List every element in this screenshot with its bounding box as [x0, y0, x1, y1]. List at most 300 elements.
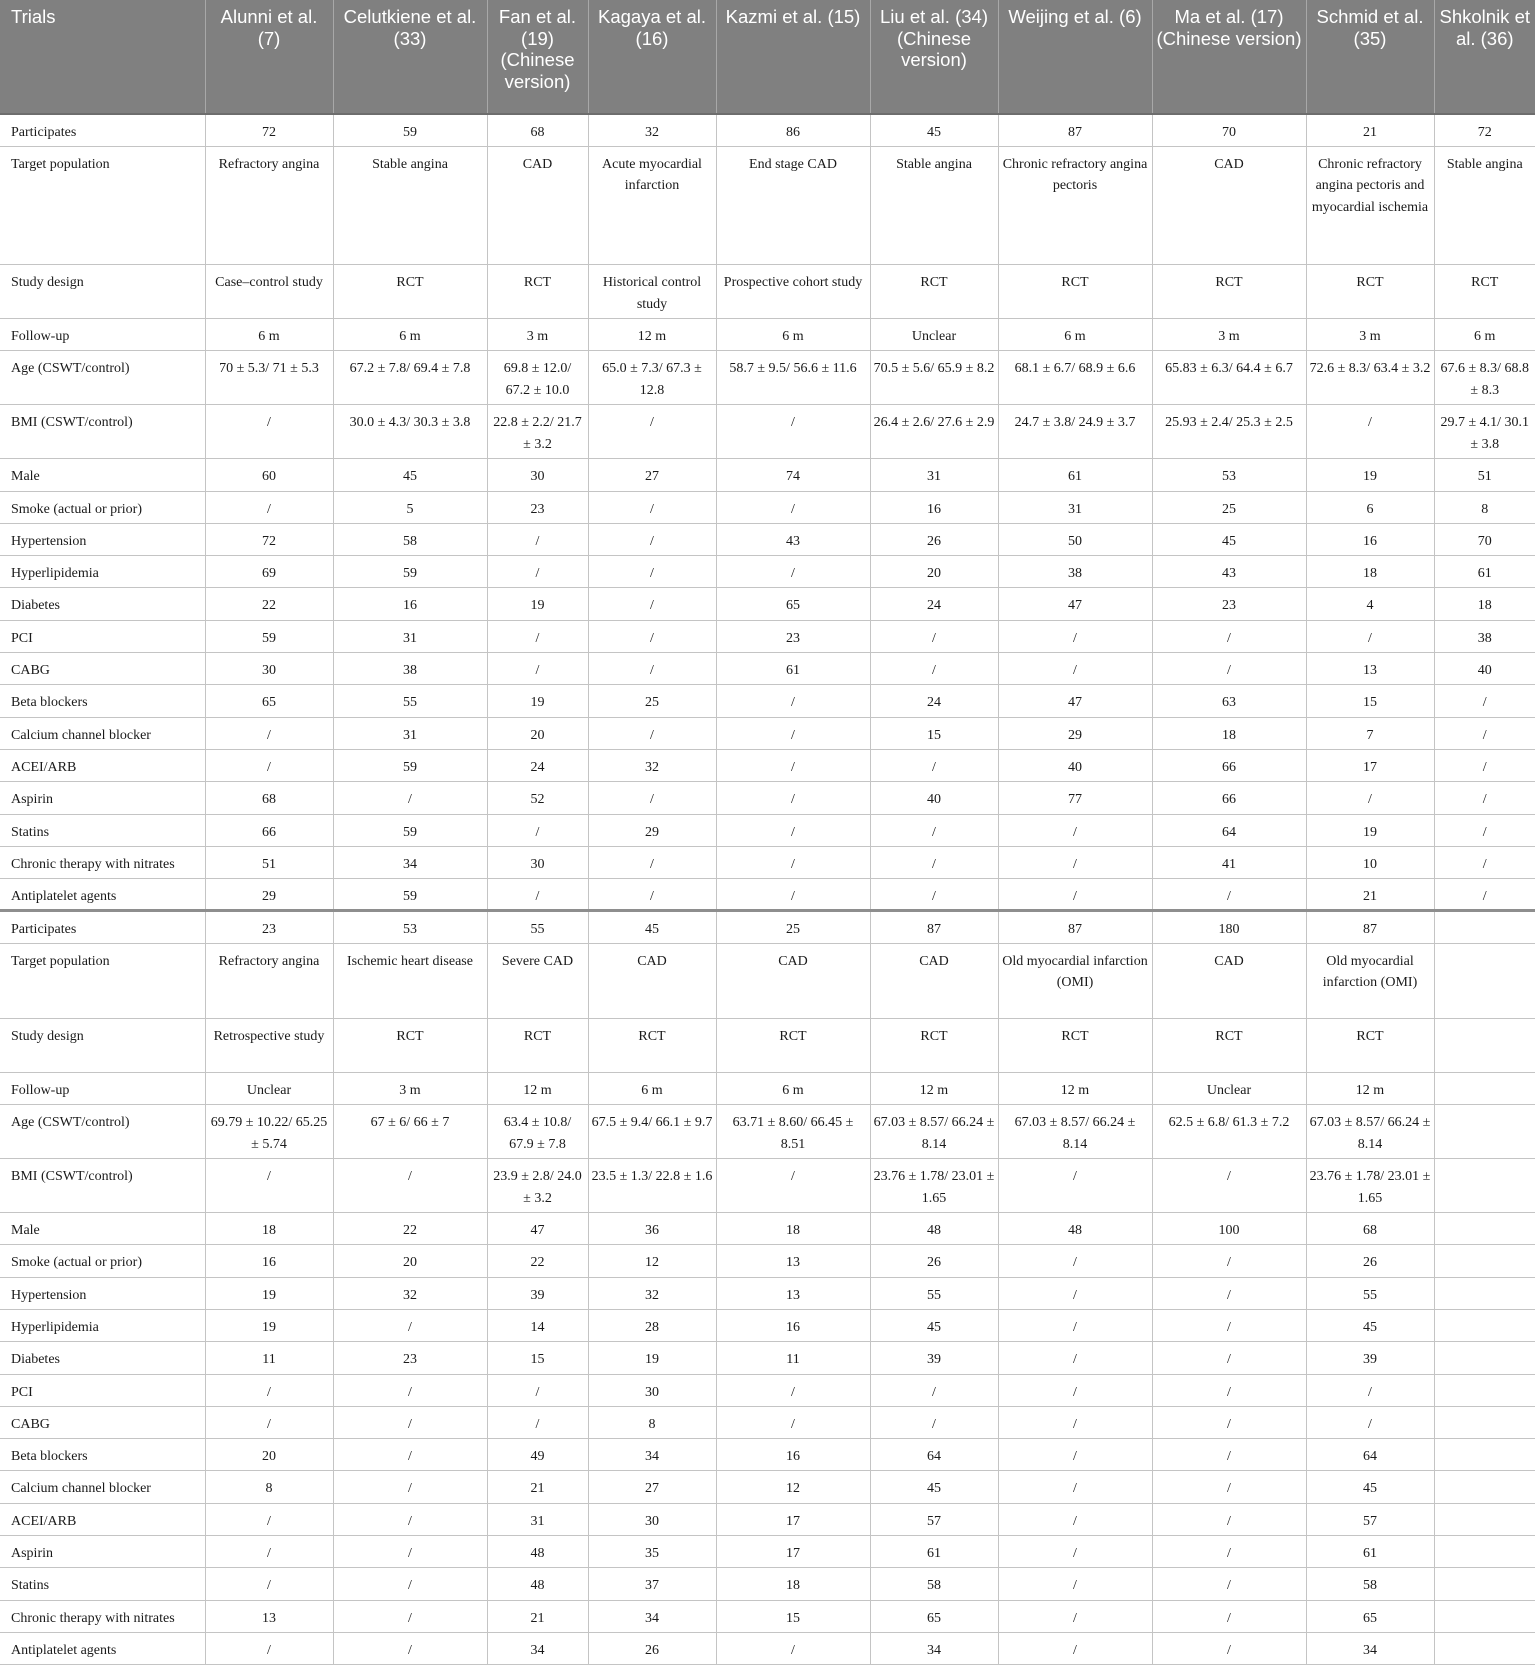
row-label: Hypertension — [0, 523, 205, 555]
table-cell: 51 — [1434, 459, 1535, 491]
table-cell — [1434, 1342, 1535, 1374]
column-header-study: Shkolnik et al. (36) — [1434, 0, 1535, 114]
table-cell: 48 — [487, 1568, 588, 1600]
table-cell: / — [998, 1503, 1152, 1535]
table-cell: 28 — [588, 1309, 716, 1341]
table-cell: 13 — [1306, 653, 1434, 685]
table-cell: 60 — [205, 459, 333, 491]
table-cell: / — [487, 653, 588, 685]
row-label: Target population — [0, 943, 205, 1018]
table-cell: 8 — [1434, 491, 1535, 523]
table-cell: 32 — [588, 749, 716, 781]
table-cell: / — [998, 1471, 1152, 1503]
table-cell: 34 — [870, 1632, 998, 1664]
table-cell: 34 — [588, 1600, 716, 1632]
table-cell: / — [1152, 1536, 1306, 1568]
table-cell — [1434, 1245, 1535, 1277]
table-cell: 34 — [487, 1632, 588, 1664]
header-row — [0, 0, 1535, 114]
table-cell: 6 m — [1434, 319, 1535, 351]
table-cell: 48 — [998, 1213, 1152, 1245]
table-row — [0, 351, 1535, 405]
table-cell: / — [205, 1568, 333, 1600]
table-cell: 69.8 ± 12.0/ 67.2 ± 10.0 — [487, 351, 588, 405]
table-cell: 67.03 ± 8.57/ 66.24 ± 8.14 — [1306, 1105, 1434, 1159]
table-cell: 10 — [1306, 846, 1434, 878]
table-cell: 43 — [1152, 556, 1306, 588]
table-cell: 72.6 ± 8.3/ 63.4 ± 3.2 — [1306, 351, 1434, 405]
table-cell: 61 — [1434, 556, 1535, 588]
table-cell: 12 — [716, 1471, 870, 1503]
table-cell: 24.7 ± 3.8/ 24.9 ± 3.7 — [998, 405, 1152, 459]
table-row — [0, 459, 1535, 491]
table-row — [0, 491, 1535, 523]
table-row — [0, 146, 1535, 265]
table-cell: 24 — [870, 588, 998, 620]
table-cell: 59 — [205, 620, 333, 652]
table-cell: 64 — [1152, 814, 1306, 846]
table-cell: 13 — [205, 1600, 333, 1632]
table-cell: 38 — [333, 653, 487, 685]
table-cell: / — [998, 879, 1152, 911]
table-cell: / — [1434, 717, 1535, 749]
row-label: Study design — [0, 265, 205, 319]
table-cell: 23.5 ± 1.3/ 22.8 ± 1.6 — [588, 1159, 716, 1213]
table-cell: / — [1434, 749, 1535, 781]
table-cell: Old myocardial infarction (OMI) — [1306, 943, 1434, 1018]
table-cell: / — [1152, 1632, 1306, 1664]
table-cell: 65.83 ± 6.3/ 64.4 ± 6.7 — [1152, 351, 1306, 405]
table-cell: 5 — [333, 491, 487, 523]
table-cell: 3 m — [487, 319, 588, 351]
column-header-trials: Trials — [0, 0, 205, 114]
table-cell: RCT — [487, 265, 588, 319]
table-cell: 31 — [870, 459, 998, 491]
table-row — [0, 319, 1535, 351]
table-cell: 87 — [1306, 911, 1434, 943]
table-cell: 21 — [1306, 879, 1434, 911]
table-cell: 66 — [1152, 749, 1306, 781]
table-cell: / — [870, 1374, 998, 1406]
table-cell: 69.79 ± 10.22/ 65.25 ± 5.74 — [205, 1105, 333, 1159]
row-label: Follow-up — [0, 319, 205, 351]
table-row — [0, 1309, 1535, 1341]
row-label: Antiplatelet agents — [0, 1632, 205, 1664]
row-label: Smoke (actual or prior) — [0, 1245, 205, 1277]
table-row — [0, 405, 1535, 459]
row-label: Aspirin — [0, 1536, 205, 1568]
table-cell: / — [588, 879, 716, 911]
row-label: Study design — [0, 1019, 205, 1073]
table-cell: 22 — [487, 1245, 588, 1277]
table-cell: 66 — [1152, 782, 1306, 814]
table-cell: / — [716, 1159, 870, 1213]
table-cell: / — [870, 749, 998, 781]
table-cell: / — [1434, 846, 1535, 878]
table-cell: CAD — [487, 146, 588, 265]
table-cell: / — [870, 1406, 998, 1438]
table-cell: / — [333, 1439, 487, 1471]
table-cell: 29 — [205, 879, 333, 911]
table-cell: 65 — [205, 685, 333, 717]
table-row — [0, 749, 1535, 781]
table-row — [0, 846, 1535, 878]
table-cell: 16 — [1306, 523, 1434, 555]
table-cell: / — [998, 653, 1152, 685]
table-cell: 70 ± 5.3/ 71 ± 5.3 — [205, 351, 333, 405]
table-cell: 30.0 ± 4.3/ 30.3 ± 3.8 — [333, 405, 487, 459]
table-cell: 19 — [1306, 459, 1434, 491]
table-cell: / — [998, 1439, 1152, 1471]
table-cell: 47 — [998, 685, 1152, 717]
table-row — [0, 1105, 1535, 1159]
table-row — [0, 782, 1535, 814]
table-cell: 87 — [998, 911, 1152, 943]
table-cell — [1434, 1600, 1535, 1632]
table-cell: CAD — [1152, 146, 1306, 265]
row-label: Hyperlipidemia — [0, 1309, 205, 1341]
table-cell: / — [1152, 1568, 1306, 1600]
table-cell: 180 — [1152, 911, 1306, 943]
table-cell: RCT — [870, 265, 998, 319]
table-cell: / — [716, 1374, 870, 1406]
table-cell: 62.5 ± 6.8/ 61.3 ± 7.2 — [1152, 1105, 1306, 1159]
table-cell: 53 — [333, 911, 487, 943]
table-cell: / — [998, 1309, 1152, 1341]
table-cell: / — [588, 620, 716, 652]
table-cell: 21 — [487, 1600, 588, 1632]
table-row — [0, 1568, 1535, 1600]
table-cell: / — [1152, 1342, 1306, 1374]
table-cell: 14 — [487, 1309, 588, 1341]
column-header-study: Weijing et al. (6) — [998, 0, 1152, 114]
table-cell: 23.9 ± 2.8/ 24.0 ± 3.2 — [487, 1159, 588, 1213]
row-label: ACEI/ARB — [0, 1503, 205, 1535]
row-label: Calcium channel blocker — [0, 717, 205, 749]
row-label: Diabetes — [0, 1342, 205, 1374]
table-cell: / — [998, 1374, 1152, 1406]
table-cell: Unclear — [205, 1073, 333, 1105]
table-cell: 57 — [870, 1503, 998, 1535]
table-cell: 20 — [205, 1439, 333, 1471]
table-cell: Prospective cohort study — [716, 265, 870, 319]
row-label: Smoke (actual or prior) — [0, 491, 205, 523]
table-row — [0, 523, 1535, 555]
table-cell: 61 — [998, 459, 1152, 491]
table-cell: 72 — [1434, 114, 1535, 146]
table-cell: RCT — [1434, 265, 1535, 319]
table-cell: / — [1152, 1406, 1306, 1438]
table-cell: 32 — [333, 1277, 487, 1309]
column-header-study: Fan et al. (19) (Chinese version) — [487, 0, 588, 114]
table-cell: 20 — [870, 556, 998, 588]
table-cell: 49 — [487, 1439, 588, 1471]
table-cell: 12 m — [870, 1073, 998, 1105]
table-cell: 43 — [716, 523, 870, 555]
row-label: Chronic therapy with nitrates — [0, 1600, 205, 1632]
column-header-study: Alunni et al. (7) — [205, 0, 333, 114]
table-cell: / — [333, 1374, 487, 1406]
table-cell: Stable angina — [870, 146, 998, 265]
table-cell: 67.5 ± 9.4/ 66.1 ± 9.7 — [588, 1105, 716, 1159]
row-label: Calcium channel blocker — [0, 1471, 205, 1503]
table-cell: 21 — [1306, 114, 1434, 146]
table-cell: Retrospective study — [205, 1019, 333, 1073]
row-label: Age (CSWT/control) — [0, 351, 205, 405]
table-cell: 69 — [205, 556, 333, 588]
table-cell: 66 — [205, 814, 333, 846]
table-cell: / — [333, 1503, 487, 1535]
row-label: Aspirin — [0, 782, 205, 814]
table-cell: / — [333, 782, 487, 814]
table-cell: Stable angina — [333, 146, 487, 265]
table-cell: 3 m — [1306, 319, 1434, 351]
table-cell: 55 — [1306, 1277, 1434, 1309]
table-cell: / — [1152, 1600, 1306, 1632]
table-cell — [1434, 1019, 1535, 1073]
table-cell: 6 m — [716, 319, 870, 351]
table-cell — [1434, 1213, 1535, 1245]
table-cell: 27 — [588, 459, 716, 491]
table-cell: RCT — [998, 265, 1152, 319]
table-cell: 40 — [1434, 653, 1535, 685]
table-cell: RCT — [870, 1019, 998, 1073]
table-cell: 31 — [333, 620, 487, 652]
row-label: Hypertension — [0, 1277, 205, 1309]
table-cell — [1434, 1503, 1535, 1535]
table-cell: / — [588, 556, 716, 588]
table-cell: / — [487, 556, 588, 588]
table-row — [0, 1632, 1535, 1664]
table-cell: 18 — [716, 1213, 870, 1245]
table-cell: RCT — [716, 1019, 870, 1073]
table-cell: / — [1306, 620, 1434, 652]
table-cell: 29 — [588, 814, 716, 846]
table-cell: 25 — [588, 685, 716, 717]
table-cell: 61 — [870, 1536, 998, 1568]
table-cell: Case–control study — [205, 265, 333, 319]
table-row — [0, 1342, 1535, 1374]
table-row — [0, 717, 1535, 749]
table-cell: / — [588, 653, 716, 685]
table-cell: / — [333, 1309, 487, 1341]
table-cell: 31 — [333, 717, 487, 749]
table-cell: 16 — [716, 1439, 870, 1471]
table-cell: 34 — [1306, 1632, 1434, 1664]
table-row — [0, 556, 1535, 588]
table-cell: 18 — [205, 1213, 333, 1245]
table-cell: 12 m — [588, 319, 716, 351]
table-cell: / — [1152, 1471, 1306, 1503]
table-cell: / — [998, 1406, 1152, 1438]
table-cell: / — [870, 879, 998, 911]
table-cell — [1434, 1471, 1535, 1503]
table-cell: 58 — [333, 523, 487, 555]
table-cell: 72 — [205, 114, 333, 146]
row-label: ACEI/ARB — [0, 749, 205, 781]
table-cell: 35 — [588, 1536, 716, 1568]
table-cell: 39 — [870, 1342, 998, 1374]
table-cell: / — [1152, 1374, 1306, 1406]
table-cell: 38 — [1434, 620, 1535, 652]
table-cell: / — [998, 1159, 1152, 1213]
table-row — [0, 879, 1535, 911]
table-row — [0, 1503, 1535, 1535]
table-cell: / — [998, 1568, 1152, 1600]
table-cell: 48 — [870, 1213, 998, 1245]
table-cell: 30 — [205, 653, 333, 685]
table-cell: 30 — [588, 1374, 716, 1406]
table-cell: 39 — [1306, 1342, 1434, 1374]
table-row — [0, 1439, 1535, 1471]
table-cell: / — [1152, 879, 1306, 911]
table-cell: 87 — [998, 114, 1152, 146]
table-row — [0, 1019, 1535, 1073]
table-cell: 38 — [998, 556, 1152, 588]
row-label: Hyperlipidemia — [0, 556, 205, 588]
column-header-study: Kagaya et al. (16) — [588, 0, 716, 114]
table-cell — [1434, 1309, 1535, 1341]
table-cell: / — [1434, 879, 1535, 911]
table-cell: / — [487, 814, 588, 846]
table-cell: / — [333, 1406, 487, 1438]
table-cell: 39 — [487, 1277, 588, 1309]
table-cell: 18 — [1306, 556, 1434, 588]
table-cell: 86 — [716, 114, 870, 146]
table-cell: 16 — [716, 1309, 870, 1341]
table-cell: 58.7 ± 9.5/ 56.6 ± 11.6 — [716, 351, 870, 405]
table-cell: / — [205, 1503, 333, 1535]
table-cell: 4 — [1306, 588, 1434, 620]
table-cell: 16 — [205, 1245, 333, 1277]
table-cell: 19 — [588, 1342, 716, 1374]
row-label: CABG — [0, 653, 205, 685]
table-cell: 22.8 ± 2.2/ 21.7 ± 3.2 — [487, 405, 588, 459]
table-cell: / — [487, 879, 588, 911]
table-cell: RCT — [1152, 265, 1306, 319]
table-cell: 63.71 ± 8.60/ 66.45 ± 8.51 — [716, 1105, 870, 1159]
table-cell: 57 — [1306, 1503, 1434, 1535]
table-cell: 61 — [716, 653, 870, 685]
table-cell: 26 — [588, 1632, 716, 1664]
table-cell: 34 — [588, 1439, 716, 1471]
table-row — [0, 1471, 1535, 1503]
table-cell: / — [205, 1536, 333, 1568]
table-cell: / — [205, 1374, 333, 1406]
table-cell: Chronic refractory angina pectoris — [998, 146, 1152, 265]
table-cell: 45 — [870, 114, 998, 146]
table-cell — [1434, 911, 1535, 943]
table-cell: RCT — [487, 1019, 588, 1073]
table-cell: 26 — [870, 523, 998, 555]
table-cell: Ischemic heart disease — [333, 943, 487, 1018]
table-cell: / — [998, 814, 1152, 846]
table-row — [0, 1245, 1535, 1277]
table-cell: / — [716, 717, 870, 749]
table-cell: 16 — [333, 588, 487, 620]
table-cell: 15 — [870, 717, 998, 749]
table-cell: / — [998, 846, 1152, 878]
table-cell: 18 — [716, 1568, 870, 1600]
table-cell: 59 — [333, 879, 487, 911]
table-cell: 19 — [487, 588, 588, 620]
table-cell: RCT — [333, 265, 487, 319]
table-cell: / — [998, 1342, 1152, 1374]
table-cell: 19 — [205, 1277, 333, 1309]
table-cell: 55 — [870, 1277, 998, 1309]
table-cell: 55 — [487, 911, 588, 943]
table-cell: 25 — [1152, 491, 1306, 523]
table-cell: / — [1306, 1374, 1434, 1406]
table-cell: 59 — [333, 749, 487, 781]
table-cell: 65 — [716, 588, 870, 620]
table-cell: 72 — [205, 523, 333, 555]
table-cell: 15 — [716, 1600, 870, 1632]
table-cell — [1434, 1406, 1535, 1438]
table-cell: 47 — [487, 1213, 588, 1245]
row-label: Antiplatelet agents — [0, 879, 205, 911]
table-cell: / — [716, 685, 870, 717]
table-cell: / — [487, 620, 588, 652]
table-cell: 12 m — [487, 1073, 588, 1105]
table-cell: 68 — [487, 114, 588, 146]
row-label: PCI — [0, 620, 205, 652]
table-cell: 8 — [205, 1471, 333, 1503]
table-cell — [1434, 1439, 1535, 1471]
table-cell: 16 — [870, 491, 998, 523]
row-label: Beta blockers — [0, 685, 205, 717]
table-cell: 13 — [716, 1277, 870, 1309]
table-cell: CAD — [588, 943, 716, 1018]
table-cell: Historical control study — [588, 265, 716, 319]
table-cell: 40 — [870, 782, 998, 814]
table-cell: 70 — [1434, 523, 1535, 555]
table-cell: 59 — [333, 814, 487, 846]
table-cell — [1434, 1105, 1535, 1159]
table-cell: 26.4 ± 2.6/ 27.6 ± 2.9 — [870, 405, 998, 459]
row-label: Participates — [0, 114, 205, 146]
table-row — [0, 943, 1535, 1018]
table-cell: 6 m — [716, 1073, 870, 1105]
table-cell: 8 — [588, 1406, 716, 1438]
table-row — [0, 1213, 1535, 1245]
table-cell: 61 — [1306, 1536, 1434, 1568]
table-cell: 55 — [333, 685, 487, 717]
table-cell: 45 — [870, 1471, 998, 1503]
table-cell: / — [1306, 405, 1434, 459]
row-label: CABG — [0, 1406, 205, 1438]
row-label: Male — [0, 459, 205, 491]
table-cell: 68 — [1306, 1213, 1434, 1245]
table-row — [0, 1600, 1535, 1632]
table-cell: 68 — [205, 782, 333, 814]
table-cell — [1434, 943, 1535, 1018]
table-cell: 17 — [716, 1503, 870, 1535]
table-cell: / — [1152, 1309, 1306, 1341]
table-cell: 29 — [998, 717, 1152, 749]
table-cell: 6 m — [205, 319, 333, 351]
table-cell: Refractory angina — [205, 146, 333, 265]
row-label: PCI — [0, 1374, 205, 1406]
table-cell: / — [588, 782, 716, 814]
table-cell: / — [333, 1471, 487, 1503]
table-cell: / — [333, 1536, 487, 1568]
table-row — [0, 685, 1535, 717]
table-cell: 45 — [333, 459, 487, 491]
table-cell: 32 — [588, 114, 716, 146]
table-cell: 68.1 ± 6.7/ 68.9 ± 6.6 — [998, 351, 1152, 405]
table-cell: 45 — [1152, 523, 1306, 555]
